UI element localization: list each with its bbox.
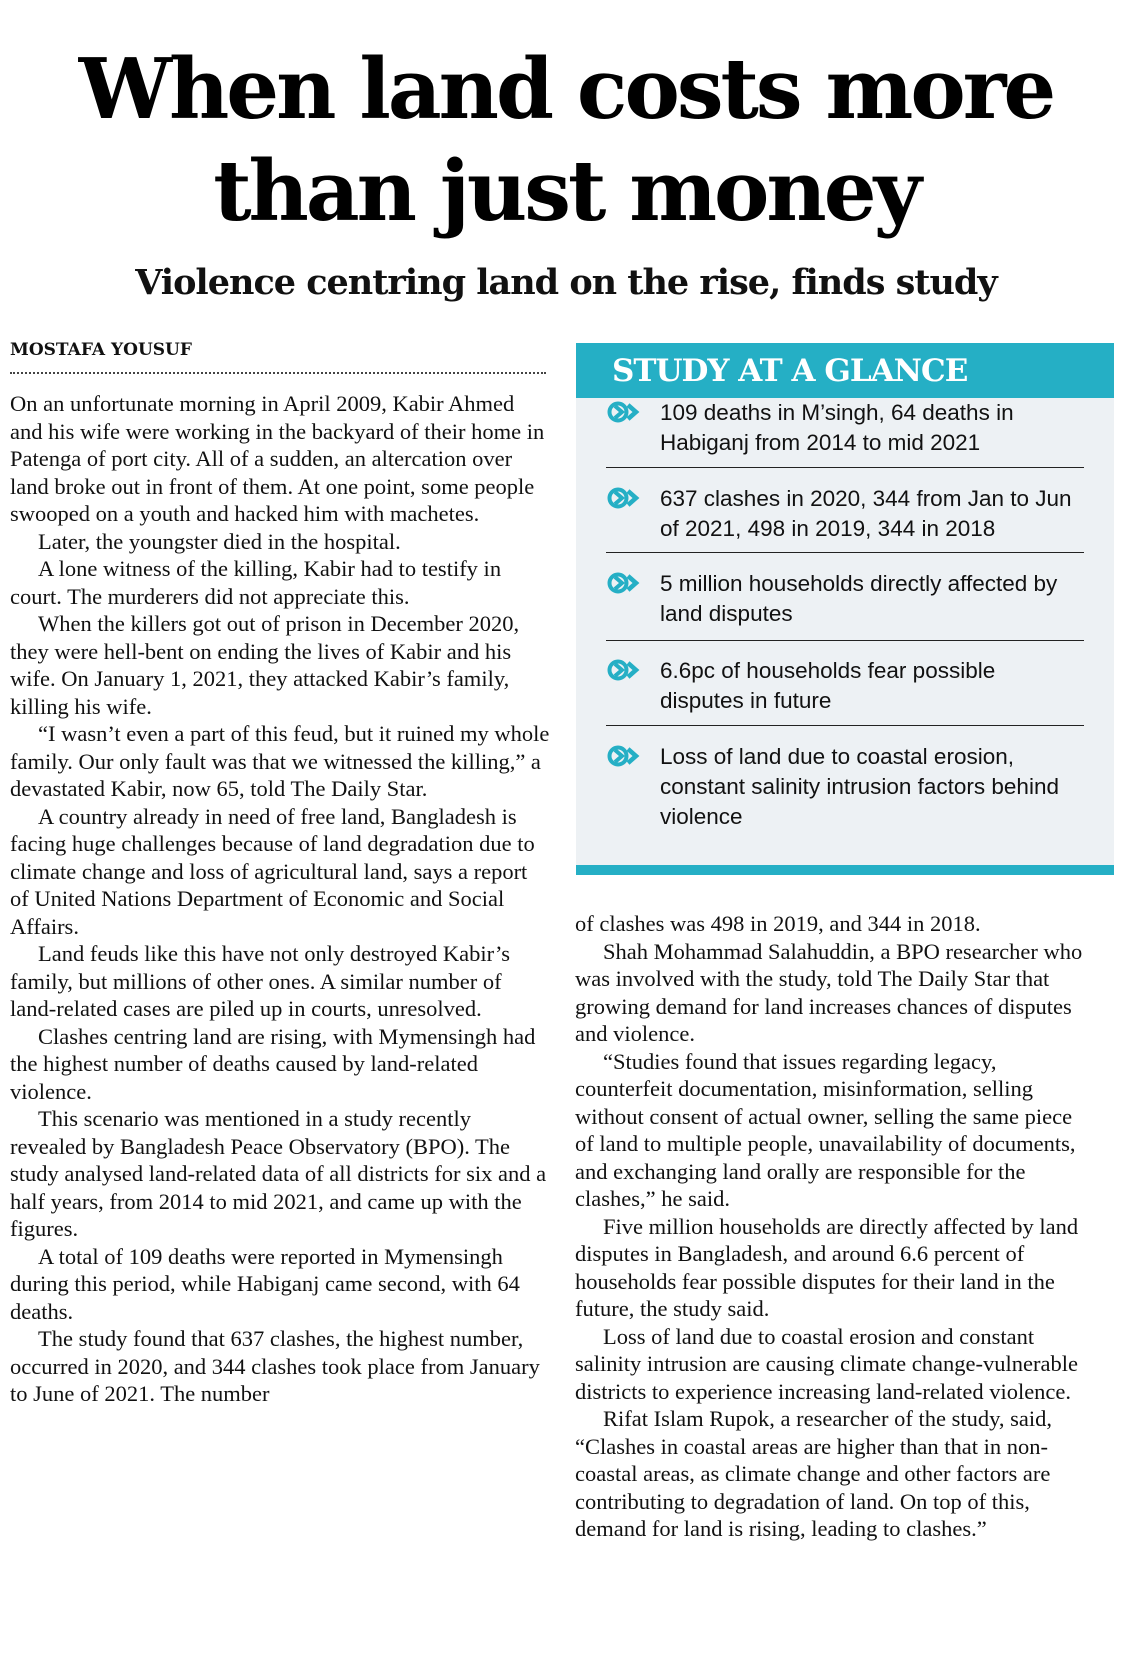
glance-divider bbox=[606, 552, 1084, 553]
paragraph: Shah Mohammad Salahuddin, a BPO researcher who was involved with the study, told The Daily Star that growing demand for land increases chances of disputes and violence. bbox=[575, 938, 1083, 1046]
glance-item-text: 109 deaths in M’singh, 64 deaths in Habiganj from 2014 to mid 2021 bbox=[660, 400, 1014, 455]
glance-item-text: Loss of land due to coastal erosion, constant salinity intrusion factors behind violence bbox=[660, 744, 1059, 829]
article-column-left bbox=[10, 390, 550, 1408]
paragraph: “Studies found that issues regarding legacy, counterfeit documentation, misinformation, selling without consent of actual owner, selling the same piece of land to multiple people, unavailability of documents, and exchanging land orally are responsible for the clashes,” he said. bbox=[575, 1048, 1076, 1211]
glance-item-text: 6.6pc of households fear possible disputes in future bbox=[660, 658, 996, 713]
byline-divider bbox=[10, 372, 546, 374]
paragraph: On an unfortunate morning in April 2009, Kabir Ahmed and his wife were working in the backyard of their home in Patenga of port city. All of a sudden, an altercation over land broke out in front of them. At one point, some people swooped on a youth and hacked him with machetes. bbox=[10, 391, 545, 526]
paragraph: “I wasn’t even a part of this feud, but it ruined my whole family. Our only fault was that we witnessed the killing,” a devastated Kabir, now 65, told The Daily Star. bbox=[10, 721, 550, 801]
paragraph: This scenario was mentioned in a study recently revealed by Bangladesh Peace Observatory (BPO). The study analysed land-related data of all districts for six and a half years, from 2014 to mid 2021, and came up with the figures. bbox=[10, 1106, 547, 1241]
byline: MOSTAFA YOUSUF bbox=[10, 340, 192, 360]
double-chevron-bullet-icon bbox=[606, 744, 642, 768]
paragraph: A total of 109 deaths were reported in Mymensingh during this period, while Habiganj came second, with 64 deaths. bbox=[10, 1243, 520, 1324]
study-at-a-glance-box bbox=[576, 343, 1114, 875]
paragraph: The study found that 637 clashes, the highest number, occurred in 2020, and 344 clashes took place from January to June of 2021. The number bbox=[10, 1326, 540, 1406]
paragraph: Rifat Islam Rupok, a researcher of the study, said, “Clashes in coastal areas are higher than that in non-coastal areas, as climate change and other factors are contributing to degradation of land. On top of this, demand for land is rising, leading to clashes.” bbox=[575, 1406, 1053, 1541]
double-chevron-bullet-icon bbox=[606, 571, 642, 595]
glance-item-text: 637 clashes in 2020, 344 from Jan to Jun of 2021, 498 in 2019, 344 in 2018 bbox=[660, 486, 1072, 541]
paragraph: Loss of land due to coastal erosion and constant salinity intrusion are causing climate change-vulnerable districts to experience increasing land-related violence. bbox=[575, 1323, 1078, 1404]
paragraph: Five million households are directly affected by land disputes in Bangladesh, and around 6.6 percent of households fear possible disputes for their land in the future, the study said. bbox=[575, 1213, 1079, 1321]
glance-header bbox=[576, 343, 1114, 398]
glance-item-text: 5 million households directly affected by land disputes bbox=[660, 571, 1058, 626]
glance-divider bbox=[606, 725, 1084, 726]
double-chevron-bullet-icon bbox=[606, 400, 642, 424]
paragraph: Later, the youngster died in the hospital. bbox=[38, 528, 401, 554]
subheadline: Violence centring land on the rise, finds study bbox=[135, 262, 997, 303]
paragraph: of clashes was 498 in 2019, and 344 in 2018. bbox=[575, 911, 981, 936]
paragraph: A lone witness of the killing, Kabir had to testify in court. The murderers did not appreciate this. bbox=[10, 556, 502, 609]
paragraph: Land feuds like this have not only destroyed Kabir’s family, but millions of other ones. A similar number of land-related cases are piled up in courts, unresolved. bbox=[10, 941, 510, 1021]
paragraph: A country already in need of free land, Bangladesh is facing huge challenges because of land degradation due to climate change and loss of agricultural land, says a report of United Nations Department of Economic and Social Affairs. bbox=[10, 803, 535, 939]
double-chevron-bullet-icon bbox=[606, 486, 642, 510]
headline-line-1: When land costs more bbox=[78, 40, 1054, 138]
glance-bottom-bar bbox=[576, 865, 1114, 875]
glance-title: STUDY AT A GLANCE bbox=[612, 353, 968, 389]
glance-divider bbox=[606, 640, 1084, 641]
article-column-right bbox=[575, 910, 1095, 1543]
paragraph: Clashes centring land are rising, with Mymensingh had the highest number of deaths caused by land-related violence. bbox=[10, 1023, 536, 1104]
headline-line-2: than just money bbox=[213, 142, 919, 240]
double-chevron-bullet-icon bbox=[606, 658, 642, 682]
headline bbox=[0, 38, 1132, 242]
glance-divider bbox=[606, 467, 1084, 468]
paragraph: When the killers got out of prison in December 2020, they were hell-bent on ending the lives of Kabir and his wife. On January 1, 2021, they attacked Kabir’s family, killing his wife. bbox=[10, 611, 520, 719]
